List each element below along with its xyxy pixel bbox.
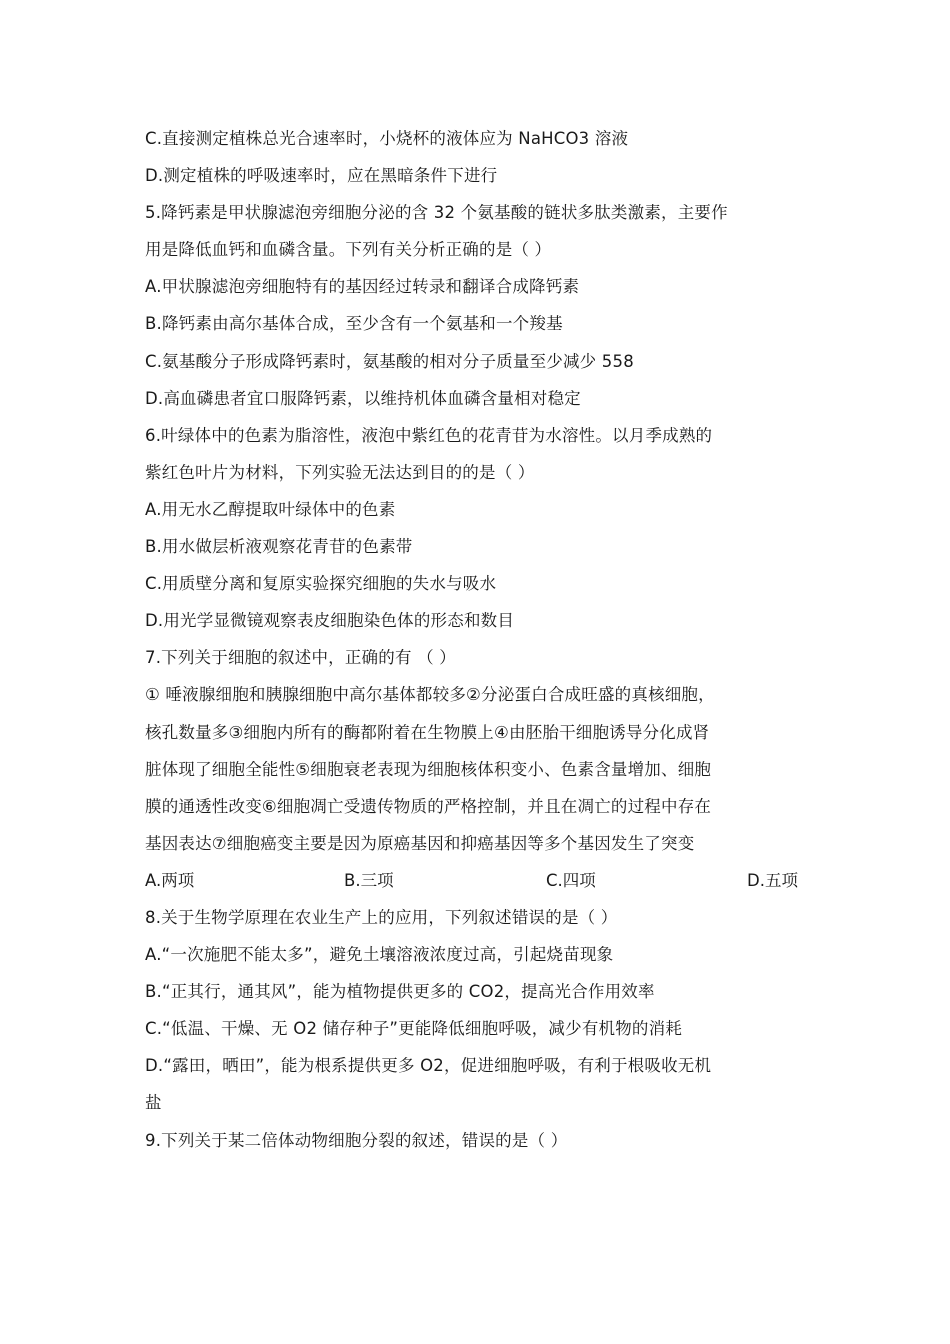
q5-stem-line-2: 用是降低血钙和血磷含量。下列有关分析正确的是（ ） (145, 240, 552, 260)
q6-option-b: B.用水做层析液观察花青苷的色素带 (145, 537, 413, 557)
q7-statements-line-2: 核孔数量多③细胞内所有的酶都附着在生物膜上④由胚胎干细胞诱导分化成肾 (145, 722, 710, 742)
q5-option-a: A.甲状腺滤泡旁细胞特有的基因经过转录和翻译合成降钙素 (145, 277, 580, 297)
q8-option-d-line-1: D.“露田，晒田”，能为根系提供更多 O2，促进细胞呼吸，有利于根吸收无机 (145, 1056, 712, 1076)
q7-statements-line-3: 脏体现了细胞全能性⑤细胞衰老表现为细胞核体积变小、色素含量增加、细胞 (145, 759, 712, 779)
q8-option-a: A.“一次施肥不能太多”，避免土壤溶液浓度过高，引起烧苗现象 (145, 945, 614, 965)
q4-option-d: D.测定植株的呼吸速率时，应在黑暗条件下进行 (145, 166, 498, 186)
q6-stem-line-2: 紫红色叶片为材料，下列实验无法达到目的的是（ ） (145, 462, 535, 482)
q6-option-d: D.用光学显微镜观察表皮细胞染色体的形态和数目 (145, 611, 515, 631)
q7-statements-line-1: ① 唾液腺细胞和胰腺细胞中高尔基体都较多②分泌蛋白合成旺盛的真核细胞， (145, 685, 715, 705)
q4-option-c: C.直接测定植株总光合速率时，小烧杯的液体应为 NaHCO3 溶液 (145, 129, 629, 148)
q7-statements-line-5: 基因表达⑦细胞癌变主要是因为原癌基因和抑癌基因等多个基因发生了突变 (145, 833, 695, 853)
q7-option-b: B.三项 (344, 870, 394, 890)
q9-stem: 9.下列关于某二倍体动物细胞分裂的叙述，错误的是（ ） (145, 1130, 568, 1150)
q6-stem-line-1: 6.叶绿体中的色素为脂溶性，液泡中紫红色的花青苷为水溶性。以月季成熟的 (145, 425, 713, 445)
q6-option-a: A.用无水乙醇提取叶绿体中的色素 (145, 499, 396, 519)
q8-option-b: B.“正其行，通其风”，能为植物提供更多的 CO2，提高光合作用效率 (145, 982, 655, 1002)
q7-statements-line-4: 膜的通透性改变⑥细胞凋亡受遗传物质的严格控制，并且在凋亡的过程中存在 (145, 796, 712, 816)
q7-option-a: A.两项 (145, 870, 195, 890)
q5-option-d: D.高血磷患者宜口服降钙素，以维持机体血磷含量相对稳定 (145, 388, 581, 408)
q7-option-c: C.四项 (546, 870, 596, 890)
q8-option-d-line-2: 盐 (145, 1093, 162, 1113)
q8-option-c: C.“低温、干燥、无 O2 储存种子”更能降低细胞呼吸，减少有机物的消耗 (145, 1019, 683, 1039)
q7-options-row (145, 862, 805, 899)
q6-option-c: C.用质壁分离和复原实验探究细胞的失水与吸水 (145, 574, 497, 594)
q7-stem: 7.下列关于细胞的叙述中，正确的有 （ ） (145, 648, 456, 668)
q5-option-c: C.氨基酸分子形成降钙素时，氨基酸的相对分子质量至少减少 558 (145, 351, 634, 371)
q8-stem: 8.关于生物学原理在农业生产上的应用，下列叙述错误的是（ ） (145, 907, 618, 927)
document-page (145, 120, 805, 1159)
q5-option-b: B.降钙素由高尔基体合成，至少含有一个氨基和一个羧基 (145, 314, 563, 334)
q5-stem-line-1: 5.降钙素是甲状腺滤泡旁细胞分泌的含 32 个氨基酸的链状多肽类激素，主要作 (145, 203, 728, 223)
q7-option-d: D.五项 (747, 870, 798, 890)
